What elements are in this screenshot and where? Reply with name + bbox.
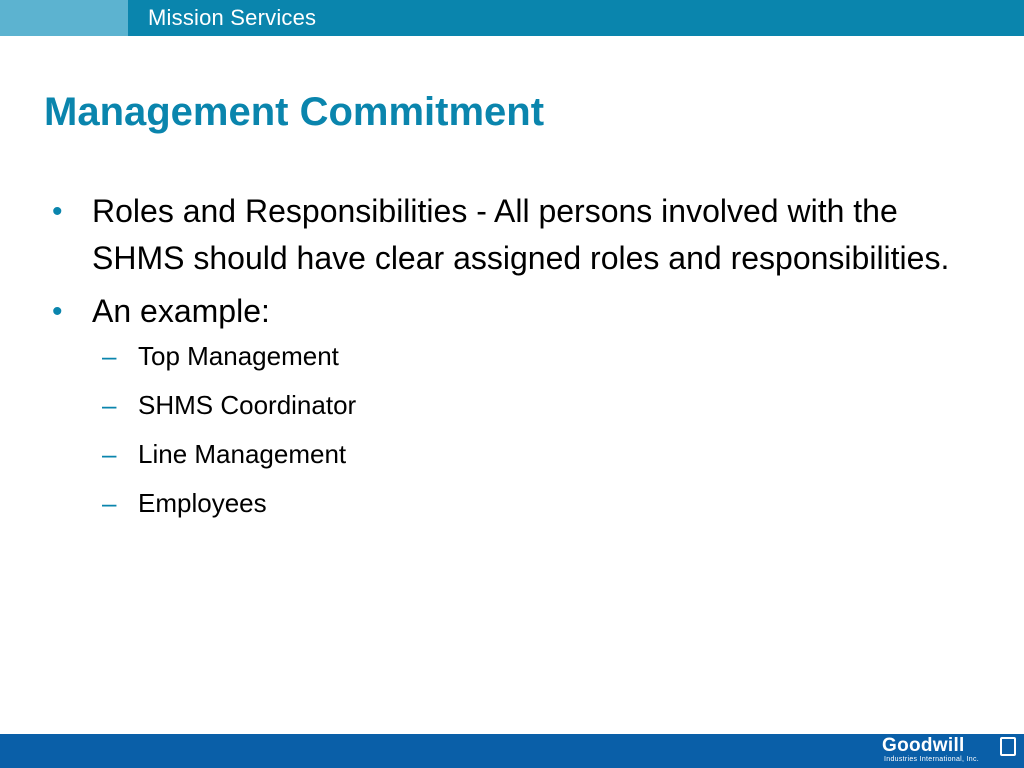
sub-bullet-text: Line Management (138, 439, 347, 469)
sub-bullet-marker: – (102, 390, 117, 420)
sub-bullet-text: SHMS Coordinator (138, 390, 357, 420)
slide-title: Management Commitment (44, 90, 545, 134)
sub-bullet-text: Employees (138, 488, 267, 518)
logo-subtext: Industries International, Inc. (884, 756, 979, 763)
header-accent-block (0, 0, 128, 36)
sub-bullet-text: Top Management (138, 341, 339, 371)
sub-bullet-item (102, 390, 972, 421)
bullet-marker: • (52, 295, 63, 328)
goodwill-logo (878, 736, 1018, 766)
bullet-text: Roles and Responsibilities - All persons involved with the SHMS should have clear assigned roles and responsibilities. (92, 193, 950, 276)
bullet-text: An example: (92, 293, 270, 329)
footer-bar (0, 734, 1024, 768)
bullet-list (52, 188, 972, 537)
sub-bullet-item (102, 341, 972, 372)
bullet-item (52, 188, 972, 282)
logo-mark-icon (1000, 737, 1016, 756)
bullet-marker: • (52, 195, 63, 228)
sub-bullet-marker: – (102, 488, 117, 518)
header-bar (0, 0, 1024, 36)
sub-bullet-item (102, 439, 972, 470)
section-label: Mission Services (148, 5, 317, 30)
sub-bullet-marker: – (102, 341, 117, 371)
sub-bullet-marker: – (102, 439, 117, 469)
logo-wordmark: Goodwill (882, 735, 965, 756)
sub-bullet-item (102, 488, 972, 519)
bullet-item (52, 288, 972, 335)
